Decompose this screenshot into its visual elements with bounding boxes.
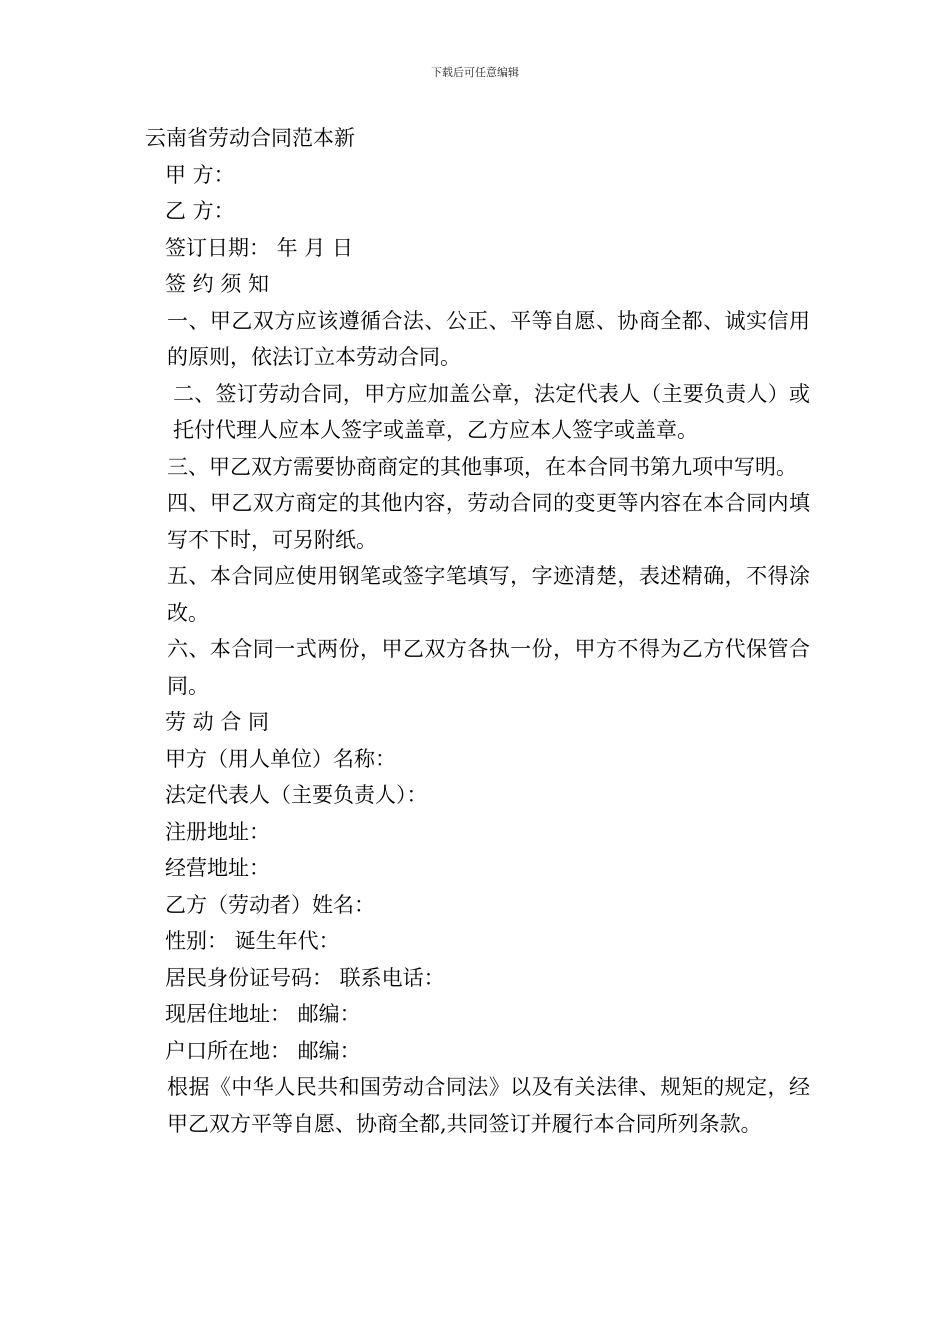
field-gender-birth: 性别： 诞生年代：: [165, 929, 340, 953]
sign-date-label: 签订日期： 年 月 日: [165, 235, 354, 260]
field-household-registration: 户口所在地： 邮编：: [165, 1038, 361, 1063]
notice-item-3: 三、甲乙双方需要协商商定的其他事项，在本合同书第九项中写明。: [167, 454, 797, 479]
field-legal-representative: 法定代表人（主要负责人）：: [165, 783, 428, 807]
party-b-label: 乙 方：: [165, 199, 235, 223]
notice-item-4: 四、甲乙双方商定的其他内容，劳动合同的变更等内容在本合同内填写不下时，可另附纸。: [167, 491, 810, 552]
field-employee-name: 乙方（劳动者）姓名：: [165, 892, 375, 917]
field-registered-address: 注册地址：: [165, 819, 270, 844]
page-header-note: 下载后可任意编辑: [431, 66, 519, 79]
party-a-label: 甲 方：: [165, 162, 235, 187]
notice-item-6: 六、本合同一式两份，甲乙双方各执一份，甲方不得为乙方代保管合同。: [167, 637, 810, 698]
contract-heading: 劳 动 合 同: [165, 710, 270, 734]
field-id-phone: 居民身份证号码： 联系电话：: [165, 965, 445, 990]
notice-heading: 签 约 须 知: [165, 272, 270, 296]
notice-item-2: 二、签订劳动合同，甲方应加盖公章，法定代表人（主要负责人）或托付代理人应本人签字或盖章，乙方应本人签字或盖章。: [173, 381, 810, 442]
notice-item-1: 一、甲乙双方应该遵循合法、公正、平等自愿、协商全都、诚实信用的原则，依法订立本劳动合同。: [167, 308, 810, 369]
notice-item-5: 五、本合同应使用钢笔或签字笔填写，字迹清楚，表述精确，不得涂改。: [167, 564, 810, 625]
document-body: [145, 120, 810, 1142]
field-current-address: 现居住地址： 邮编：: [165, 1002, 361, 1026]
closing-paragraph: 根据《中华人民共和国劳动合同法》以及有关法律、规矩的规定，经甲乙双方平等自愿、协商全都,共同签订并履行本合同所列条款。: [167, 1075, 810, 1136]
field-employer-name: 甲方（用人单位）名称：: [165, 746, 396, 771]
field-business-address: 经营地址：: [165, 856, 270, 880]
document-title: 云南省劳动合同范本新: [145, 126, 355, 150]
